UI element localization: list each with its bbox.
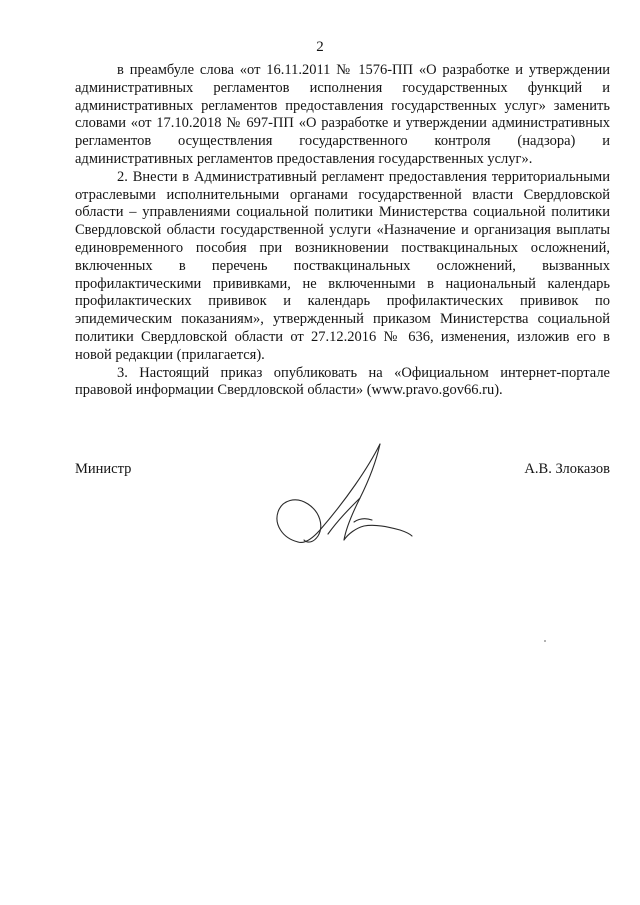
signatory-name: А.В. Злоказов: [524, 461, 610, 477]
paragraph-item-2: 2. Внести в Административный регламент предоставления территориальными отраслевыми исполнительными органами государственной власти Свердловской области – управлениями социальной политики Министерства социальной политики Свердловской области государственной услуги «Назначение и организация выплаты единовременного пособия при возникновении поствакцинальных осложнений, включенных в перечень поствакцинальных осложнений, вызванных профилактическими прививками, не включенными в национальный календарь профилактических прививок и календарь профилактических прививок по эпидемическим показаниям», утвержденный приказом Министерства социальной политики Свердловской области от 27.12.2016 № 636, изменения, изложив его в новой редакции (прилагается).: [75, 168, 610, 363]
page-number: 2: [316, 39, 324, 55]
handwritten-signature-icon: [268, 438, 418, 568]
signatory-position: Министр: [75, 461, 132, 477]
paragraph-item-3: 3. Настоящий приказ опубликовать на «Официальном интернет-портале правовой информации Свердловской области» (www.pravo.gov66.ru).: [75, 364, 610, 399]
paragraph-preamble-amendment: в преамбуле слова «от 16.11.2011 № 1576-ПП «О разработке и утверждении административных регламентов исполнения государственных функций и административных регламентов предоставления государственных услуг» заменить словами «от 17.10.2018 № 697-ПП «О разработке и утверждении административных регламентов осуществления государственного контроля (надзора) и административных регламентов предоставления государственных услуг».: [75, 62, 610, 167]
document-body: [75, 62, 610, 400]
scan-speck: [544, 640, 546, 642]
